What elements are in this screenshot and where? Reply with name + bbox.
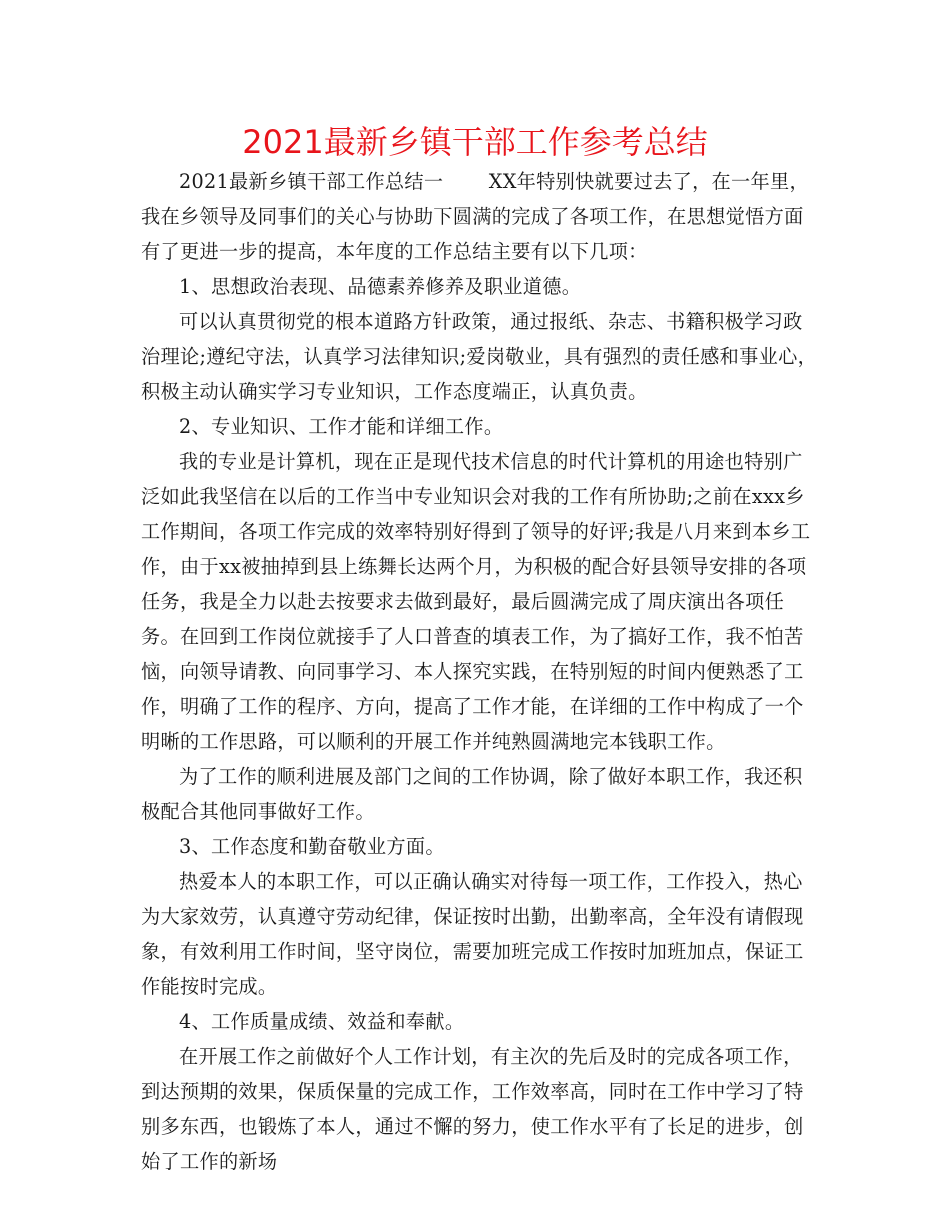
paragraph-professional: 我的专业是计算机，现在正是现代技术信息的时代计算机的用途也特别广泛如此我坚信在以后的工作当中专业知识会对我的工作有所协助;之前在xxx乡工作期间，各项工作完成的效率特别好得到了领导的好评;我是八月来到本乡工作，由于xx被抽掉到县上练舞长达两个月，为积极的配合好县领导安排的各项任务，我是全力以赴去按要求去做到最好，最后圆满完成了周庆演出各项任务。在回到工作岗位就接手了人口普查的填表工作，为了搞好工作，我不怕苦恼，向领导请教、向同事学习、本人探究实践，在特别短的时间内便熟悉了工作，明确了工作的程序、方向，提高了工作才能，在详细的工作中构成了一个明晰的工作思路，可以顺利的开展工作并纯熟圆满地完本钱职工作。 — [141, 450, 811, 753]
paragraph-attitude: 热爱本人的本职工作，可以正确认确实对待每一项工作，工作投入，热心为大家效劳，认真遵守劳动纪律，保证按时出勤，出勤率高，全年没有请假现象，有效利用工作时间，坚守岗位，需要加班完成工作按时加班加点，保证工作能按时完成。 — [141, 870, 804, 998]
section-heading-4: 4、工作质量成绩、效益和奉献。 — [179, 1010, 465, 1033]
document-body — [141, 164, 821, 1179]
paragraph-quality: 在开展工作之前做好个人工作计划，有主次的先后及时的完成各项工作，到达预期的效果，保质保量的完成工作，工作效率高，同时在工作中学习了特别多东西，也锻炼了本人，通过不懈的努力，使工作水平有了长足的进步，创始了工作的新场 — [141, 1045, 804, 1173]
paragraph-cooperation: 为了工作的顺利进展及部门之间的工作协调，除了做好本职工作，我还积极配合其他同事做好工作。 — [141, 765, 803, 823]
section-heading-2: 2、专业知识、工作才能和详细工作。 — [179, 415, 504, 438]
document-title: 2021最新乡镇干部工作参考总结 — [242, 123, 708, 161]
paragraph-political: 可以认真贯彻党的根本道路方针政策，通过报纸、杂志、书籍积极学习政治理论;遵纪守法，认真学习法律知识;爱岗敬业，具有强烈的责任感和事业心，积极主动认确实学习专业知识，工作态度端正，认真负责。 — [141, 310, 818, 403]
paragraph-intro: 2021最新乡镇干部工作总结一 XX年特别快就要过去了，在一年里，我在乡领导及同事们的关心与协助下圆满的完成了各项工作，在思想觉悟方面有了更进一步的提高，本年度的工作总结主要有以下几项： — [141, 170, 809, 263]
section-heading-1: 1、思想政治表现、品德素养修养及职业道德。 — [179, 275, 582, 298]
section-heading-3: 3、工作态度和勤奋敬业方面。 — [179, 835, 445, 858]
